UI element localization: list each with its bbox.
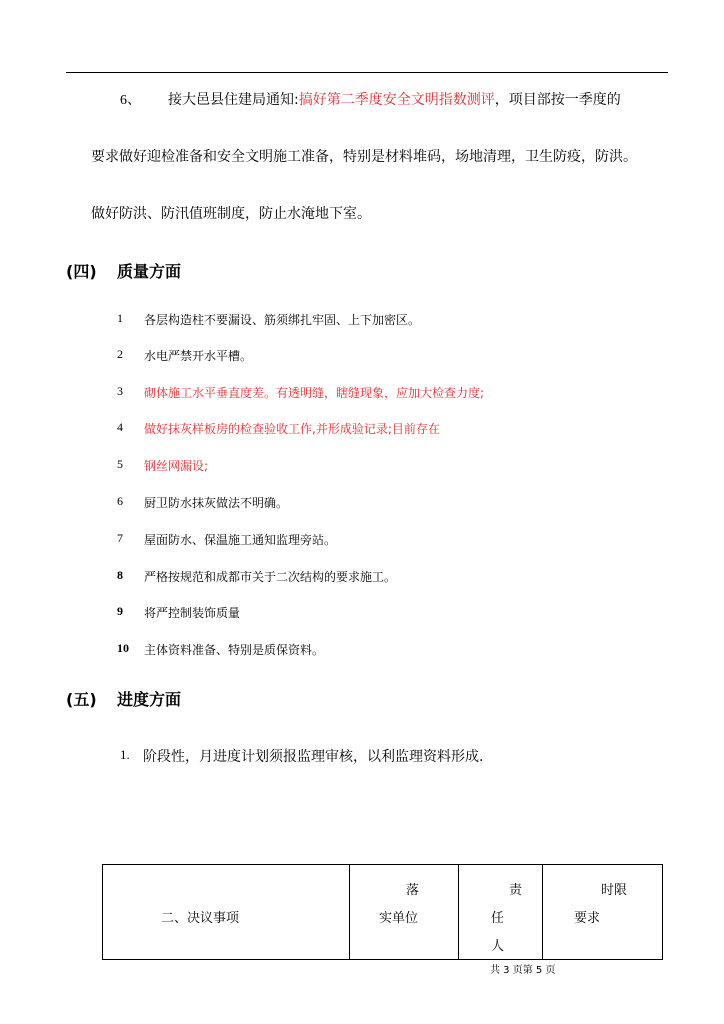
s4-item6-num: 6 bbox=[117, 494, 123, 508]
s4-item8-num: 8 bbox=[117, 568, 123, 582]
s4-item8-text: 严格按规范和成都市关于二次结构的要求施工。 bbox=[144, 570, 397, 584]
col3-label-a: 责 bbox=[509, 883, 523, 898]
s4-item5-text: 钢丝网漏设; bbox=[144, 459, 209, 473]
s4-item5-num: 5 bbox=[117, 457, 123, 471]
s5-item1-text: 阶段性，月进度计划须报监理审核，以利监理资料形成. bbox=[143, 749, 484, 765]
item6-suffix: ，项目部按一季度的 bbox=[494, 92, 621, 108]
section5-number: (五) bbox=[66, 690, 97, 709]
col2-label-a: 落 bbox=[406, 883, 420, 898]
s4-item1-num: 1 bbox=[117, 311, 123, 325]
item6-prefix: 接大邑县住建局通知: bbox=[168, 92, 299, 108]
table-cell-deadline bbox=[543, 865, 663, 960]
table-row bbox=[103, 865, 663, 960]
item6-line3: 做好防洪、防汛值班制度，防止水淹地下室。 bbox=[91, 206, 371, 222]
table-cell-person bbox=[459, 865, 543, 960]
s4-item4-text: 做好抹灰样板房的检查验收工作,并形成验记录;目前存在 bbox=[144, 422, 440, 436]
s4-item3-num: 3 bbox=[117, 384, 123, 398]
s4-item7-num: 7 bbox=[117, 531, 123, 545]
s4-item9-text: 将严控制装饰质量 bbox=[144, 606, 241, 620]
item6-line1 bbox=[168, 89, 621, 109]
s4-item6-text: 厨卫防水抹灰做法不明确。 bbox=[144, 496, 289, 510]
col3-label-b: 任 bbox=[491, 911, 505, 926]
item6-line2: 要求做好迎检准备和安全文明施工准备，特别是材料堆码，场地清理，卫生防疫，防洪。 bbox=[91, 149, 637, 165]
decision-table bbox=[102, 864, 663, 960]
s4-item2-text: 水电严禁开水平槽。 bbox=[144, 349, 253, 363]
s4-item3-text: 砌体施工水平垂直度差。有透明缝，瞎缝现象，应加大检查力度; bbox=[144, 386, 485, 400]
section4-number: (四) bbox=[66, 262, 97, 281]
col4-label-a: 时限 bbox=[601, 883, 628, 898]
col2-label-b: 实单位 bbox=[379, 911, 419, 926]
item6-number: 6、 bbox=[120, 93, 141, 108]
s4-item9-num: 9 bbox=[117, 604, 123, 618]
table-cell-unit bbox=[350, 865, 459, 960]
s5-item1-num: 1. bbox=[120, 747, 130, 762]
s4-item10-text: 主体资料准备、特别是质保资料。 bbox=[144, 643, 325, 657]
s4-item2-num: 2 bbox=[117, 347, 123, 361]
s4-item7-text: 屋面防水、保温施工通知监理旁站。 bbox=[144, 533, 337, 547]
section4-title: 质量方面 bbox=[117, 262, 182, 281]
s4-item10-num: 10 bbox=[117, 641, 129, 655]
table-cell-item bbox=[103, 865, 350, 960]
col4-label-b: 要求 bbox=[574, 911, 601, 926]
col1-label: 二、决议事项 bbox=[161, 911, 240, 926]
item6-highlight: 搞好第二季度安全文明指数测评 bbox=[298, 92, 495, 108]
page-footer: 共 3 页第 5 页 bbox=[490, 965, 556, 976]
s4-item1-text: 各层构造柱不要漏设、筋须绑扎牢固、上下加密区。 bbox=[144, 313, 421, 327]
col3-label-c: 人 bbox=[491, 939, 505, 954]
section5-title: 进度方面 bbox=[117, 690, 182, 709]
header-rule bbox=[66, 72, 668, 73]
s4-item4-num: 4 bbox=[117, 420, 123, 434]
